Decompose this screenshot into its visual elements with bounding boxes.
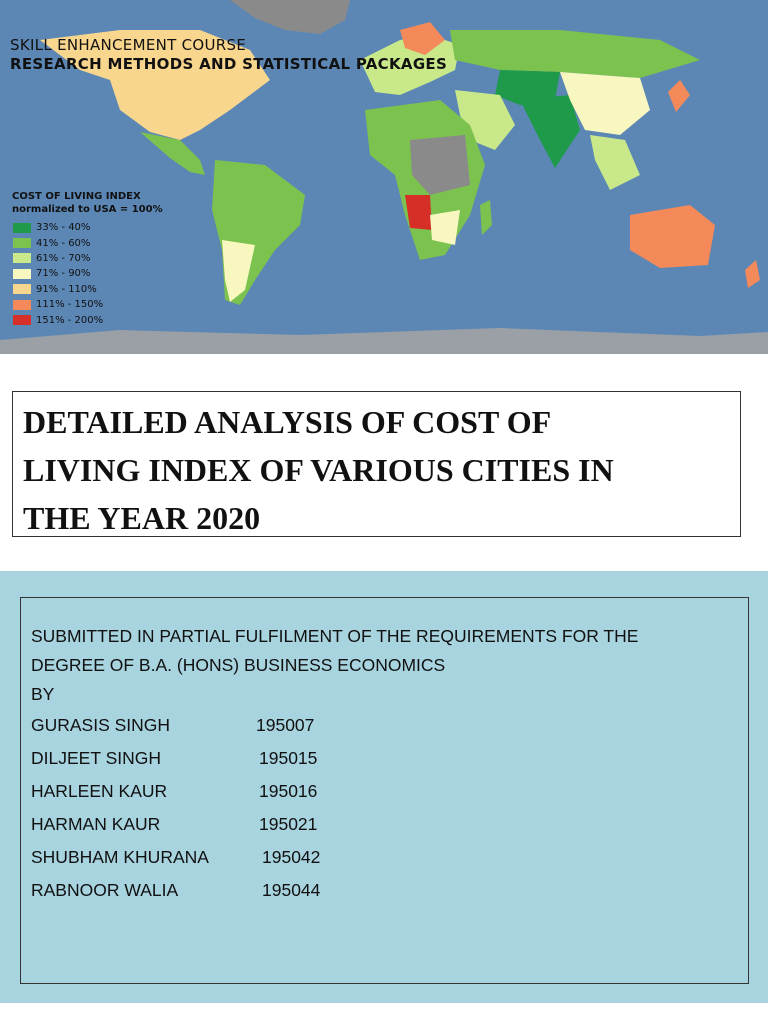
legend-swatch bbox=[13, 269, 31, 279]
legend-item bbox=[13, 266, 163, 281]
course-heading bbox=[10, 36, 447, 74]
legend-label: 91% - 110% bbox=[36, 283, 97, 295]
member-row bbox=[31, 709, 748, 742]
member-name: SHUBHAM KHURANA bbox=[31, 847, 209, 867]
legend-item bbox=[13, 312, 163, 327]
member-name: HARMAN KAUR bbox=[31, 814, 161, 834]
legend-swatch bbox=[13, 315, 31, 325]
legend-label: 151% - 200% bbox=[36, 314, 104, 326]
legend-item bbox=[13, 282, 163, 297]
legend-swatch bbox=[13, 253, 31, 263]
legend-swatch bbox=[13, 284, 31, 294]
legend-label: 61% - 70% bbox=[36, 252, 91, 264]
submission-by: BY bbox=[31, 684, 55, 704]
legend-item bbox=[13, 220, 163, 235]
member-id: 195016 bbox=[259, 781, 318, 801]
map-legend bbox=[12, 190, 163, 328]
member-name: GURASIS SINGH bbox=[31, 715, 171, 735]
document-title-box bbox=[12, 391, 741, 537]
course-name: SKILL ENHANCEMENT COURSE bbox=[10, 36, 247, 54]
legend-item bbox=[13, 251, 163, 266]
member-row bbox=[31, 874, 748, 907]
document-title-line2: LIVING INDEX OF VARIOUS CITIES IN bbox=[23, 452, 614, 488]
legend-label: 41% - 60% bbox=[36, 237, 91, 249]
submission-statement-line1: SUBMITTED IN PARTIAL FULFILMENT OF THE REQUIREMENTS FOR THE bbox=[31, 626, 639, 646]
member-name: RABNOOR WALIA bbox=[31, 880, 179, 900]
document-title-line1: DETAILED ANALYSIS OF COST OF bbox=[23, 404, 552, 440]
member-id: 195042 bbox=[262, 847, 321, 867]
member-id: 195015 bbox=[259, 748, 318, 768]
document-title-line3: THE YEAR 2020 bbox=[23, 500, 261, 536]
submission-panel bbox=[0, 571, 768, 1003]
legend-swatch bbox=[13, 223, 31, 233]
member-row bbox=[31, 742, 748, 775]
member-id: 195007 bbox=[256, 715, 315, 735]
submission-statement-line2: DEGREE OF B.A. (HONS) BUSINESS ECONOMICS bbox=[31, 655, 446, 675]
legend-label: 33% - 40% bbox=[36, 222, 91, 234]
course-subject: RESEARCH METHODS AND STATISTICAL PACKAGES bbox=[10, 55, 448, 73]
legend-item bbox=[13, 235, 163, 250]
world-map bbox=[0, 0, 768, 354]
member-id: 195044 bbox=[262, 880, 321, 900]
member-row bbox=[31, 775, 748, 808]
member-row bbox=[31, 808, 748, 841]
legend-label: 71% - 90% bbox=[36, 268, 91, 280]
member-name: DILJEET SINGH bbox=[31, 748, 161, 768]
submission-box bbox=[20, 597, 749, 984]
member-name: HARLEEN KAUR bbox=[31, 781, 168, 801]
member-row bbox=[31, 841, 748, 874]
legend-subtitle: normalized to USA = 100% bbox=[12, 204, 163, 215]
legend-label: 111% - 150% bbox=[36, 299, 104, 311]
legend-item bbox=[13, 297, 163, 312]
member-id: 195021 bbox=[259, 814, 318, 834]
legend-swatch bbox=[13, 238, 31, 248]
legend-title: COST OF LIVING INDEX bbox=[12, 191, 141, 202]
legend-swatch bbox=[13, 300, 31, 310]
